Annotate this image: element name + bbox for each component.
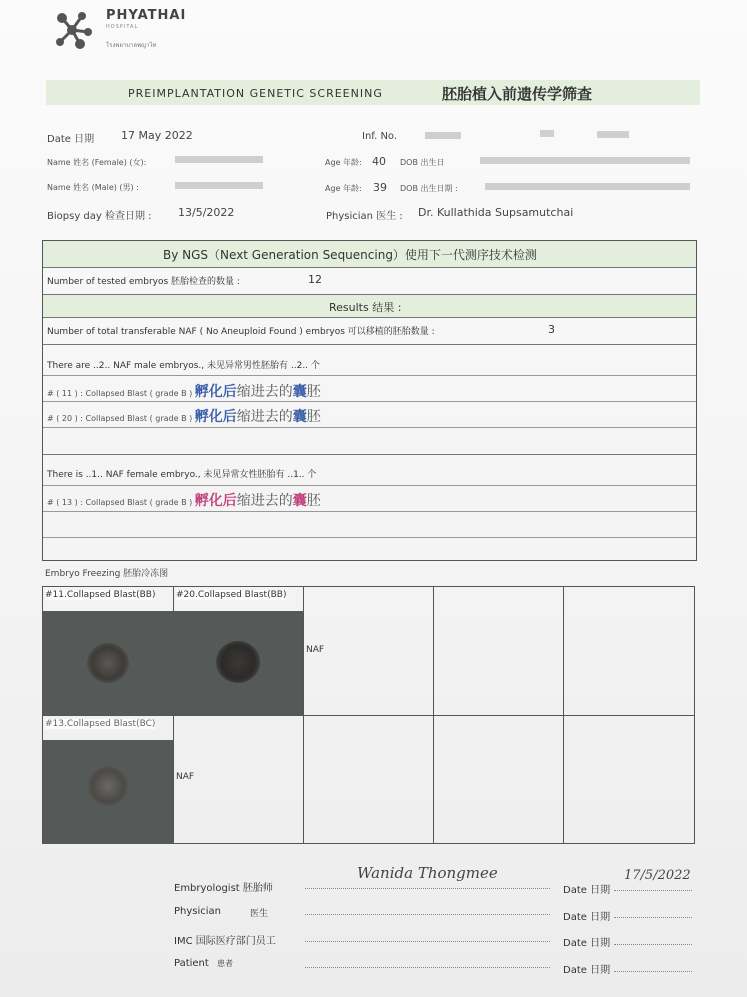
physician-label: Physician 医生 : — [326, 211, 403, 222]
dob-male-label: DOB 出生日期 : — [400, 184, 458, 193]
date-label: Date 日期 — [563, 938, 611, 949]
redaction — [540, 130, 554, 137]
blastocyst-image — [216, 641, 260, 683]
signature-line — [305, 914, 550, 915]
table-divider — [43, 537, 696, 538]
redaction — [480, 157, 690, 164]
physician-signature-label-zh: 医生 — [250, 909, 269, 919]
freezing-cell-label: #13.Collapsed Blast(BC) — [45, 719, 156, 729]
table-divider — [43, 454, 696, 455]
ngs-heading: By NGS（Next Generation Sequencing）使用下一代测序技术检测 — [163, 248, 537, 262]
tested-embryos-value: 12 — [308, 273, 322, 286]
logo-subtitle: HOSPITAL — [106, 24, 139, 30]
physician-value: Dr. Kullathida Supsamutchai — [418, 206, 574, 219]
redaction — [175, 156, 263, 163]
embryo-zh-b: 缩进去的 — [236, 409, 293, 425]
embryo-zh-d: 胚 — [306, 493, 321, 509]
embryo-text: # ( 11 ) : Collapsed Blast ( grade B ) — [47, 389, 193, 398]
freezing-cell — [434, 587, 564, 716]
table-divider — [43, 375, 696, 376]
embryo-text: # ( 20 ) : Collapsed Blast ( grade B ) — [47, 414, 193, 423]
table-divider — [43, 401, 696, 402]
freezing-cell-label: NAF — [306, 645, 325, 655]
embryo-text: # ( 13 ) : Collapsed Blast ( grade B ) — [47, 498, 193, 507]
embryo-zh-a: 孵化后 — [194, 493, 237, 509]
tested-embryos-label: Number of tested embryos 胚胎检查的数量 : — [47, 277, 240, 287]
male-embryos-line: There are ..2.. NAF male embryos., 未见异常男性胚胎有 ..2.. 个 — [47, 361, 320, 371]
freezing-cell — [174, 716, 304, 844]
transferable-value: 3 — [548, 323, 555, 336]
patient-label: Patient — [174, 958, 209, 969]
freezing-cell — [564, 587, 695, 716]
table-divider — [43, 511, 696, 512]
freezing-cell-label: NAF — [176, 772, 195, 782]
freezing-cell-label: #11.Collapsed Blast(BB) — [45, 590, 156, 600]
date-line — [614, 917, 692, 918]
results-heading: Results 结果 : — [329, 301, 402, 314]
freezing-cell — [304, 716, 434, 844]
redaction — [425, 132, 461, 139]
table-divider — [43, 344, 696, 345]
redaction — [175, 182, 263, 189]
embryo-zh-b: 缩进去的 — [236, 384, 293, 400]
embryo-zh-a: 孵化后 — [194, 384, 237, 400]
patient-label-zh: 患者 — [217, 959, 233, 968]
biopsy-day-value: 13/5/2022 — [178, 206, 235, 219]
embryo-zh-c: 囊 — [292, 493, 307, 509]
male-embryo-20 — [47, 406, 321, 426]
dob-female-label: DOB 出生日 — [400, 158, 445, 167]
table-divider — [43, 317, 696, 318]
freezing-cell — [564, 716, 695, 844]
inf-no-label: Inf. No. — [362, 131, 398, 142]
redaction — [485, 183, 690, 190]
freezing-cell — [434, 716, 564, 844]
ngs-results-table — [42, 240, 697, 561]
blastocyst-image — [87, 643, 129, 683]
embryo-photo — [43, 611, 173, 715]
female-embryos-line: There is ..1.. NAF female embryo., 未见异常女性胚胎有 ..1.. 个 — [47, 470, 317, 480]
age-female-label: Age 年龄: — [325, 158, 362, 167]
logo-name: PHYATHAI — [106, 8, 187, 23]
logo-thai-name: โรงพยาบาลพญาไท — [106, 42, 157, 49]
transferable-label: Number of total transferable NAF ( No Aneuploid Found ) embryos 可以移植的胚胎数量 : — [47, 327, 435, 337]
title-english: PREIMPLANTATION GENETIC SCREENING — [128, 87, 383, 100]
freezing-cell — [174, 587, 304, 716]
female-name-label: Name 姓名 (Female) (女): — [47, 158, 147, 167]
embryo-freezing-grid — [42, 586, 695, 844]
embryo-zh-d: 胚 — [306, 384, 321, 400]
embryologist-date: 17/5/2022 — [624, 868, 691, 883]
embryo-zh-d: 胚 — [306, 409, 321, 425]
imc-label: IMC 国际医疗部门员工 — [174, 936, 276, 947]
age-male-value: 39 — [373, 181, 387, 194]
embryo-zh-a: 孵化后 — [194, 409, 237, 425]
physician-signature-label: Physician — [174, 906, 222, 917]
signature-line — [305, 941, 550, 942]
redaction — [597, 131, 629, 138]
embryo-zh-b: 缩进去的 — [236, 493, 293, 509]
embryologist-signature: Wanida Thongmee — [357, 864, 498, 882]
freezing-cell — [43, 716, 174, 844]
freezing-label: Embryo Freezing 胚胎冷冻图 — [45, 569, 169, 579]
male-embryo-11 — [47, 381, 321, 401]
date-line — [614, 890, 692, 891]
date-line — [614, 971, 692, 972]
age-female-value: 40 — [372, 155, 386, 168]
table-divider — [43, 485, 696, 486]
date-label: Date 日期 — [563, 912, 611, 923]
female-embryo-13 — [47, 490, 321, 510]
male-name-label: Name 姓名 (Male) (男) : — [47, 183, 139, 192]
age-male-label: Age 年龄: — [325, 184, 362, 193]
embryo-zh-c: 囊 — [292, 409, 307, 425]
signature-line — [305, 967, 550, 968]
freezing-cell-label: #20.Collapsed Blast(BB) — [176, 590, 287, 600]
freezing-cell — [43, 587, 174, 716]
date-value: 17 May 2022 — [121, 129, 193, 142]
embryo-photo — [174, 611, 303, 715]
blastocyst-image — [87, 766, 129, 806]
date-label: Date 日期 — [47, 134, 95, 145]
signature-line — [305, 888, 550, 889]
embryo-photo — [43, 740, 173, 844]
embryo-zh-c: 囊 — [292, 384, 307, 400]
biopsy-day-label: Biopsy day 检查日期 : — [47, 211, 152, 222]
freezing-cell — [304, 587, 434, 716]
date-line — [614, 944, 692, 945]
title-chinese: 胚胎植入前遗传学筛查 — [442, 85, 593, 103]
embryologist-label: Embryologist 胚胎师 — [174, 883, 273, 894]
date-label: Date 日期 — [563, 965, 611, 976]
date-label: Date 日期 — [563, 885, 611, 896]
phyathai-logo-icon — [52, 8, 100, 52]
table-divider — [43, 267, 696, 268]
table-divider — [43, 427, 696, 428]
